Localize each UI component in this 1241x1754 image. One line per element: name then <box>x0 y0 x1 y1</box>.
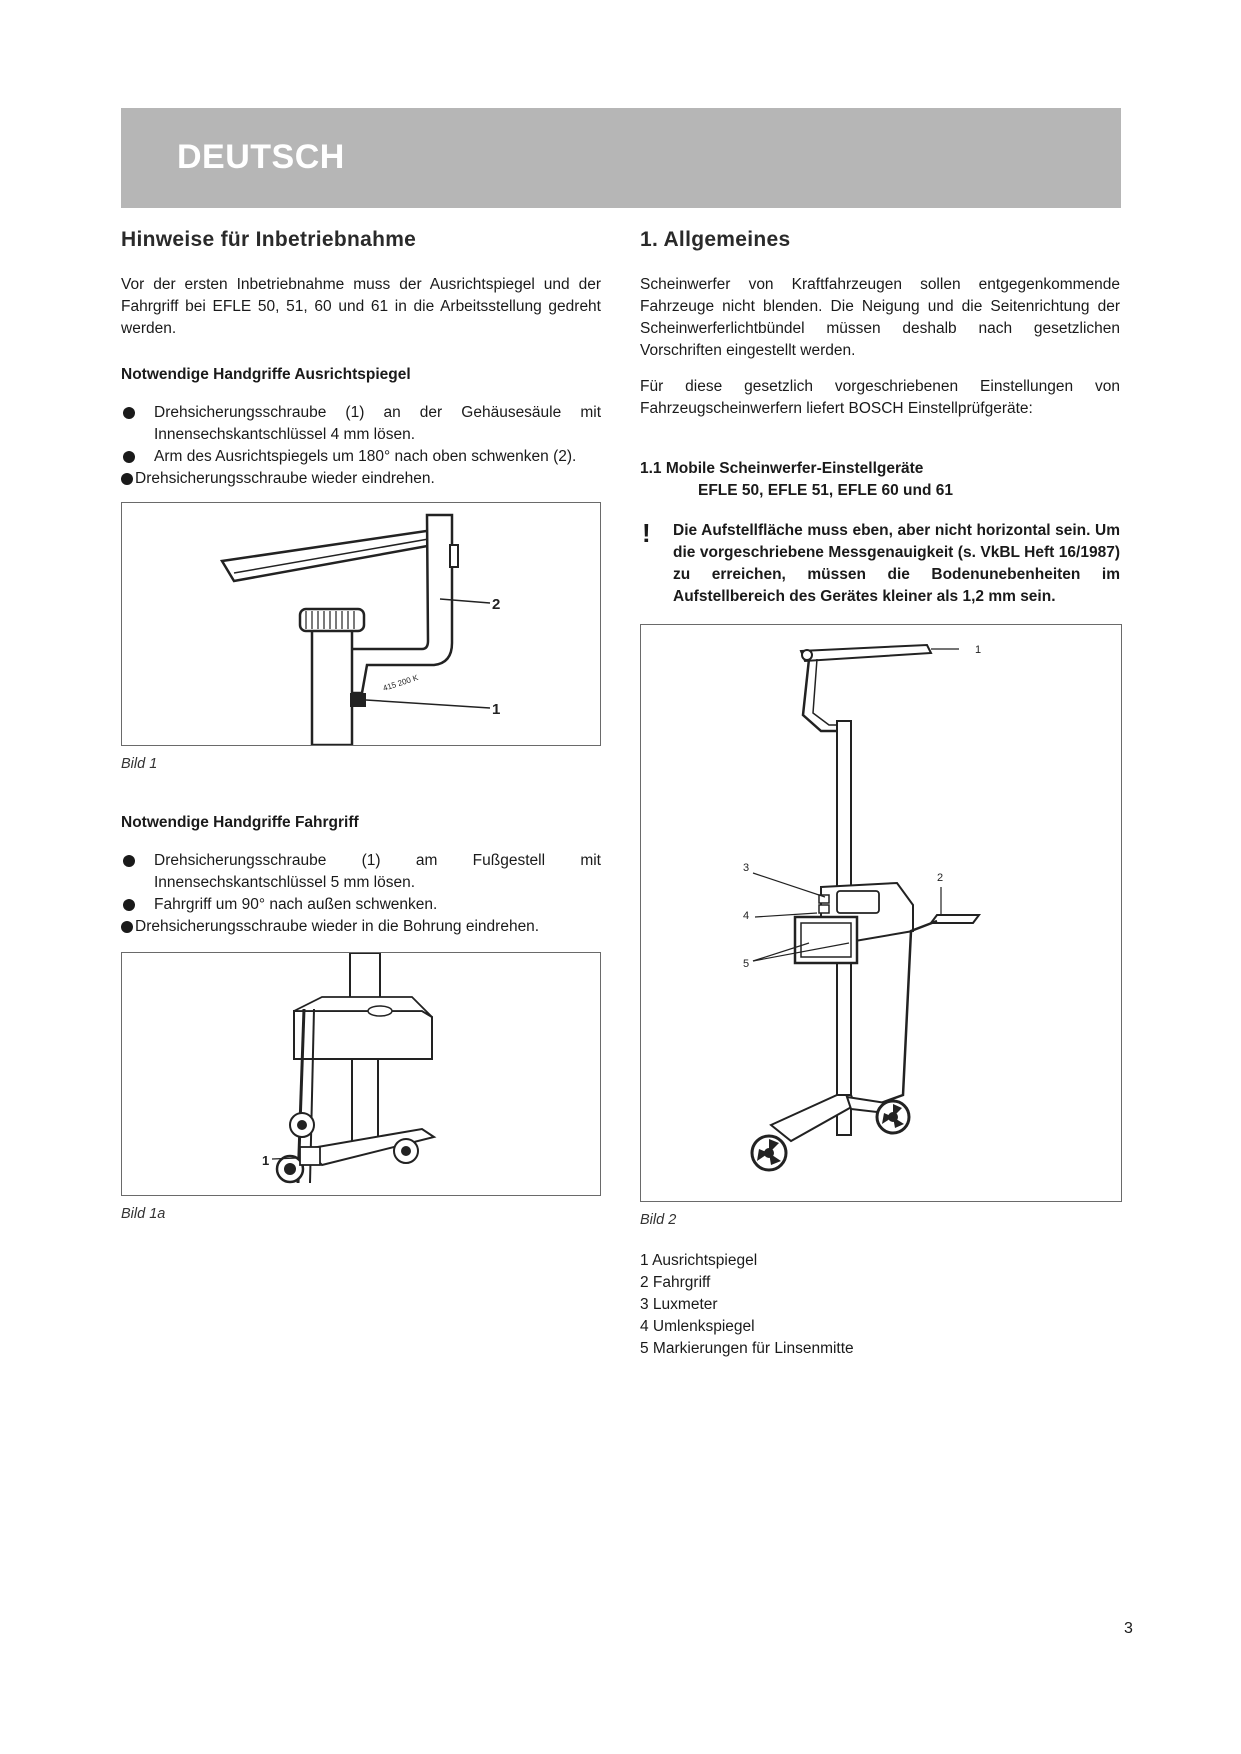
legend-item: 2 Fahrgriff <box>640 1274 711 1291</box>
general-paragraph-2: Für diese gesetzlich vorgeschriebenen Einstellungen von Fahrzeugscheinwerfern liefert BOSCH Einstellprüfgeräte: <box>640 378 1120 417</box>
warning-icon: ! <box>642 518 651 548</box>
figure1-label-1: 1 <box>492 701 501 718</box>
figure2-label-5: 5 <box>743 958 750 970</box>
section1-title: Notwendige Handgriffe Ausrichtspiegel <box>121 366 411 383</box>
figure-2 <box>640 624 1122 1202</box>
bullet-icon <box>123 407 135 419</box>
figure1-stamp: 415 200 K <box>381 673 420 693</box>
subsection-heading: 1.1 Mobile Scheinwerfer-Einstellgeräte EFLE 50, EFLE 51, EFLE 60 und 61 <box>640 460 953 499</box>
left-column <box>121 228 601 1222</box>
section2-title: Notwendige Handgriffe Fahrgriff <box>121 814 359 831</box>
legend-item: 4 Umlenkspiegel <box>640 1318 755 1335</box>
list-item: Fahrgriff um 90° nach außen schwenken. <box>121 894 601 916</box>
figure2-label-3: 3 <box>743 862 750 874</box>
list-item: Drehsicherungsschraube wieder in die Bohrung eindrehen. <box>121 916 601 938</box>
figure1a-label-1: 1 <box>262 1153 270 1168</box>
section1-list <box>121 402 601 490</box>
left-heading: Hinweise für Inbetriebnahme <box>121 228 417 251</box>
list-item: Arm des Ausrichtspiegels um 180° nach oben schwenken (2). <box>121 446 601 468</box>
page-number: 3 <box>1124 1620 1133 1637</box>
legend-item: 3 Luxmeter <box>640 1296 718 1313</box>
figure2-caption: Bild 2 <box>640 1212 677 1228</box>
figure2-legend <box>640 1250 1120 1360</box>
right-column <box>640 228 1120 1360</box>
bullet-icon <box>123 451 135 463</box>
list-item: Drehsicherungsschraube (1) am Fußgestell mit Innensechskantschlüssel 5 mm lösen. <box>121 850 601 894</box>
bullet-icon <box>121 473 133 485</box>
bullet-icon <box>123 855 135 867</box>
figure1-caption: Bild 1 <box>121 756 158 772</box>
list-item: Drehsicherungsschraube (1) an der Gehäusesäule mit Innensechskantschlüssel 4 mm lösen. <box>121 402 601 446</box>
figure-1 <box>121 502 601 746</box>
headlight-tester-drawing <box>641 625 1121 1201</box>
figure2-label-1: 1 <box>975 644 982 656</box>
figure2-label-4: 4 <box>743 910 750 922</box>
cart-base-drawing <box>122 953 600 1195</box>
figure2-label-2: 2 <box>937 872 944 884</box>
mirror-arm-drawing <box>122 503 600 745</box>
right-heading: 1. Allgemeines <box>640 228 791 251</box>
list-item: Drehsicherungsschraube wieder eindrehen. <box>121 468 601 490</box>
figure-1a <box>121 952 601 1196</box>
warning-note: ! Die Aufstellfläche muss eben, aber nicht horizontal sein. Um die vorgeschriebene Messgenauigkeit (s. VkBL Heft 16/1987) zu erreichen, müssen die Bodenunebenheiten im Aufstellbereich des Gerätes kleiner als 1,2 mm sein. <box>642 518 1120 605</box>
legend-item: 5 Markierungen für Linsenmitte <box>640 1340 854 1357</box>
banner-title: DEUTSCH <box>177 138 345 176</box>
general-paragraph-1: Scheinwerfer von Kraftfahrzeugen sollen entgegenkommende Fahrzeuge nicht blenden. Die Neigung und die Seitenrichtung der Scheinwerferlichtbündel müssen deshalb nach gesetzlichen Vorschriften eingestellt werden. <box>640 276 1120 359</box>
bullet-icon <box>123 899 135 911</box>
figure1a-caption: Bild 1a <box>121 1206 166 1222</box>
bullet-icon <box>121 921 133 933</box>
legend-item: 1 Ausrichtspiegel <box>640 1252 758 1269</box>
intro-paragraph: Vor der ersten Inbetriebnahme muss der Ausrichtspiegel und der Fahrgriff bei EFLE 50, 51, 60 und 61 in die Arbeitsstellung gedreht werden. <box>121 276 601 337</box>
language-banner <box>121 108 1121 208</box>
figure1-label-2: 2 <box>492 596 501 613</box>
section2-list <box>121 850 601 938</box>
